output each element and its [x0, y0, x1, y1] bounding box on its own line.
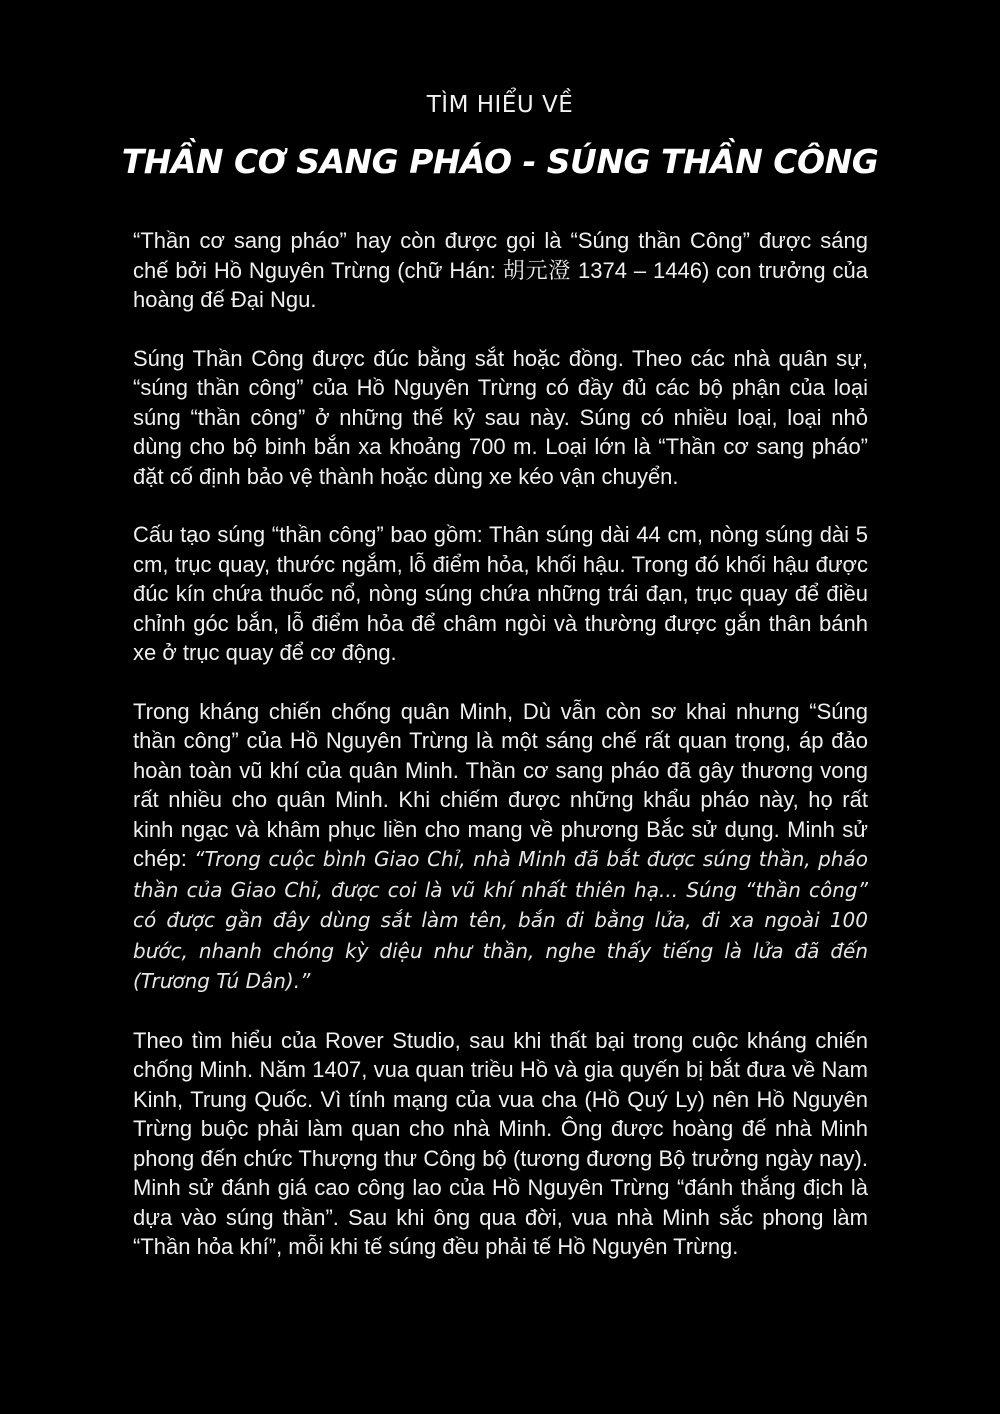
paragraph-intro: “Thần cơ sang pháo” hay còn được gọi là “Súng thần Công” được sáng chế bởi Hồ Nguyên Trừng (chữ Hán: 胡元澄 1374 – 1446) con trưởng của hoàng đế Đại Ngu.: [133, 228, 868, 312]
paragraph-war: [133, 697, 868, 997]
paragraph-war-text: Trong kháng chiến chống quân Minh, Dù vẫn còn sơ khai nhưng “Súng thần công” của Hồ Nguyên Trừng là một sáng chế rất quan trọng, áp đảo hoàn toàn vũ khí của quân Minh. Thần cơ sang pháo đã gây thương vong rất nhiều cho quân Minh. Khi chiếm được những khẩu pháo này, họ rất kinh ngạc và khâm phục liền cho mang về phương Bắc sử dụng. Minh sử chép:: [133, 698, 868, 871]
ming-history-quote: “Trong cuộc bình Giao Chỉ, nhà Minh đã bắt được súng thần, pháo thần của Giao Chỉ, được coi là vũ khí nhất thiên hạ... Súng “thần công” có được gần đây dùng sắt làm tên, bắn đi bằng lửa, đi xa ngoài 100 bước, nhanh chóng kỳ diệu như thần, nghe thấy tiếng là lửa đã đến (Trương Tú Dân).”: [133, 847, 868, 993]
paragraph-aftermath: Theo tìm hiểu của Rover Studio, sau khi thất bại trong cuộc kháng chiến chống Minh. Năm 1407, vua quan triều Hồ và gia quyến bị bắt đưa về Nam Kinh, Trung Quốc. Vì tính mạng của vua cha (Hồ Quý Ly) nên Hồ Nguyên Trừng buộc phải làm quan cho nhà Minh. Ông được hoàng đế nhà Minh phong đến chức Thượng thư Công bộ (tương đương Bộ trưởng ngày nay). Minh sử đánh giá cao công lao của Hồ Nguyên Trừng “đánh thắng địch là dựa vào súng thần”. Sau khi ông qua đời, vua nhà Minh sắc phong làm “Thần hỏa khí”, mỗi khi tế súng đều phải tế Hồ Nguyên Trừng.: [133, 1027, 868, 1259]
paragraph-materials: Súng Thần Công được đúc bằng sắt hoặc đồng. Theo các nhà quân sự, “súng thần công” của Hồ Nguyên Trừng có đầy đủ các bộ phận của loại súng “thần công” ở những thế kỷ sau này. Súng có nhiều loại, loại nhỏ dùng cho bộ binh bắn xa khoảng 700 m. Loại lớn là “Thần cơ sang pháo” đặt cố định bảo vệ thành hoặc dùng xe kéo vận chuyển.: [133, 345, 868, 489]
page-subtitle: TÌM HIỂU VỀ: [426, 92, 574, 118]
article-body: [133, 226, 868, 1291]
paragraph-structure: Cấu tạo súng “thần công” bao gồm: Thân súng dài 44 cm, nòng súng dài 5 cm, trục quay, thước ngắm, lỗ điểm hỏa, khối hậu. Trong đó khối hậu được đúc kín chứa thuốc nổ, nòng súng chứa những trái đạn, trục quay để điều chỉnh góc bắn, lỗ điểm hỏa để châm ngòi và thường được gắn thân bánh xe ở trục quay để cơ động.: [133, 522, 868, 665]
page-title: THẦN CƠ SANG PHÁO - SÚNG THẦN CÔNG: [121, 142, 879, 181]
